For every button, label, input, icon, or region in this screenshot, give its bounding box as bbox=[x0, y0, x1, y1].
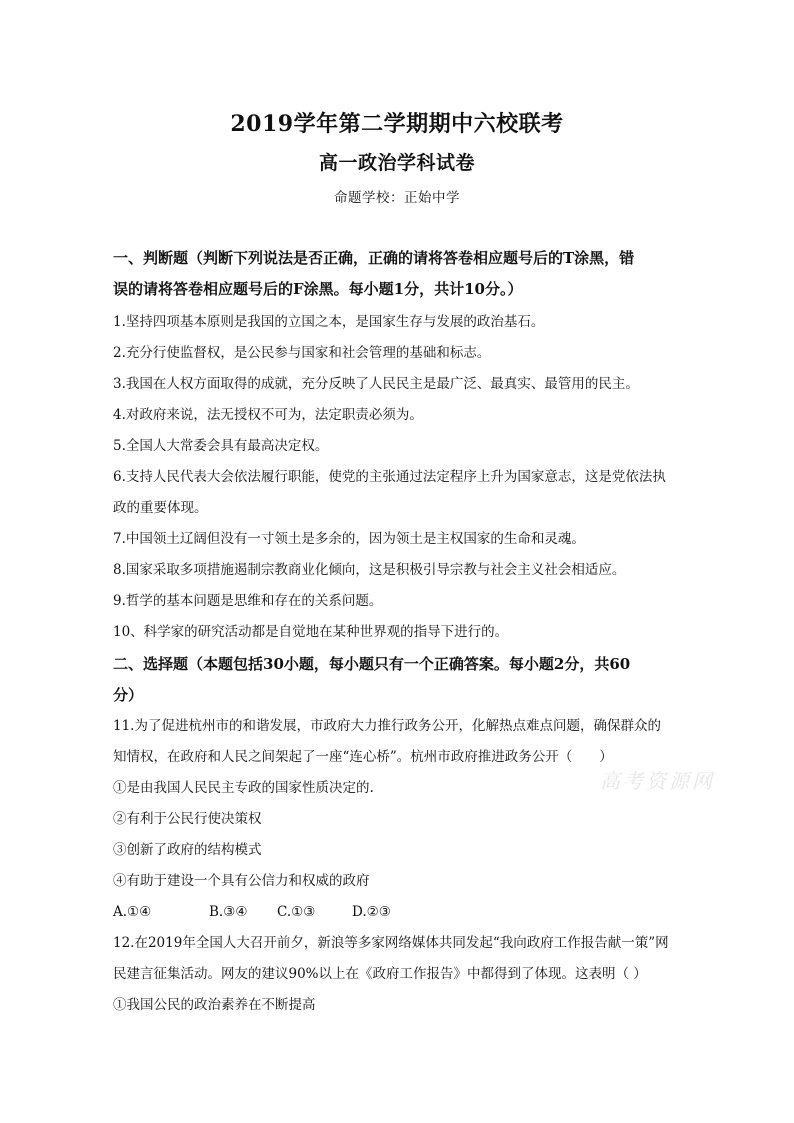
q12-option-1: ①我国公民的政治素养在不断提高 bbox=[113, 997, 316, 1013]
section2-heading-line2: 分） bbox=[113, 686, 144, 704]
section1-heading-line1: 一、判断题（判断下列说法是否正确，正确的请将答卷相应题号后的T涂黑，错 bbox=[113, 249, 635, 267]
judge-item-10: 10、科学家的研究活动都是自觉地在某种世界观的指导下进行的。 bbox=[113, 624, 509, 640]
judge-item-6-cont: 政的重要体现。 bbox=[113, 500, 208, 516]
exam-title: 2019学年第二学期期中六校联考 bbox=[230, 111, 564, 137]
exam-subtitle: 高一政治学科试卷 bbox=[318, 152, 475, 174]
section2-heading-line1: 二、选择题（本题包括30小题，每小题只有一个正确答案。每小题2分，共60 bbox=[113, 655, 631, 673]
judge-item-1: 1.坚持四项基本原则是我国的立国之本，是国家生存与发展的政治基石。 bbox=[113, 314, 545, 330]
watermark: 高考资源网 bbox=[600, 769, 715, 793]
q11-option-1: ①是由我国人民民主专政的国家性质决定的. bbox=[113, 780, 374, 796]
q11-choice-a: A.①④ bbox=[113, 904, 152, 920]
q12-stem-line2: 民建言征集活动。网友的建议90%以上在《政府工作报告》中都得到了体现。这表明（ ） bbox=[113, 966, 647, 982]
q11-option-3: ③创新了政府的结构模式 bbox=[113, 842, 262, 858]
judge-item-4: 4.对政府来说，法无授权不可为，法定职责必须为。 bbox=[113, 407, 423, 423]
q11-choice-d: D.②③ bbox=[352, 904, 391, 920]
q12-stem-line1: 12.在2019年全国人大召开前夕，新浪等多家网络媒体共同发起“我向政府工作报告献一策”网 bbox=[113, 935, 669, 951]
judge-item-3: 3.我国在人权方面取得的成就，充分反映了人民民主是最广泛、最真实、最管用的民主。 bbox=[113, 376, 639, 392]
q11-option-2: ②有利于公民行使决策权 bbox=[113, 811, 262, 827]
q11-option-4: ④有助于建设一个具有公信力和权威的政府 bbox=[113, 873, 370, 889]
q11-stem-line2: 知情权，在政府和人民之间架起了一座“连心桥”。杭州市政府推进政务公开（ ） bbox=[113, 749, 613, 765]
judge-item-5: 5.全国人大常委会具有最高决定权。 bbox=[113, 438, 329, 454]
q11-answer-choices bbox=[113, 903, 693, 921]
judge-item-7: 7.中国领土辽阔但没有一寸领土是多余的，因为领土是主权国家的生命和灵魂。 bbox=[113, 531, 585, 547]
setter-school: 命题学校：正始中学 bbox=[334, 190, 460, 206]
q11-stem-line1: 11.为了促进杭州市的和谐发展，市政府大力推行政务公开，化解热点难点问题，确保群众的 bbox=[113, 718, 661, 734]
q11-choice-c: C.①③ bbox=[277, 904, 316, 920]
judge-item-6: 6.支持人民代表大会依法履行职能，使党的主张通过法定程序上升为国家意志，这是党依法执 bbox=[113, 469, 666, 485]
section1-heading-line2: 误的请将答卷相应题号后的F涂黑。每小题1分，共计10分。） bbox=[113, 280, 523, 298]
judge-item-8: 8.国家采取多项措施遏制宗教商业化倾向，这是积极引导宗教与社会主义社会相适应。 bbox=[113, 562, 626, 578]
judge-item-2: 2.充分行使监督权，是公民参与国家和社会管理的基础和标志。 bbox=[113, 345, 491, 361]
q11-choice-b: B.③④ bbox=[209, 904, 248, 920]
judge-item-9: 9.哲学的基本问题是思维和存在的关系问题。 bbox=[113, 593, 383, 609]
